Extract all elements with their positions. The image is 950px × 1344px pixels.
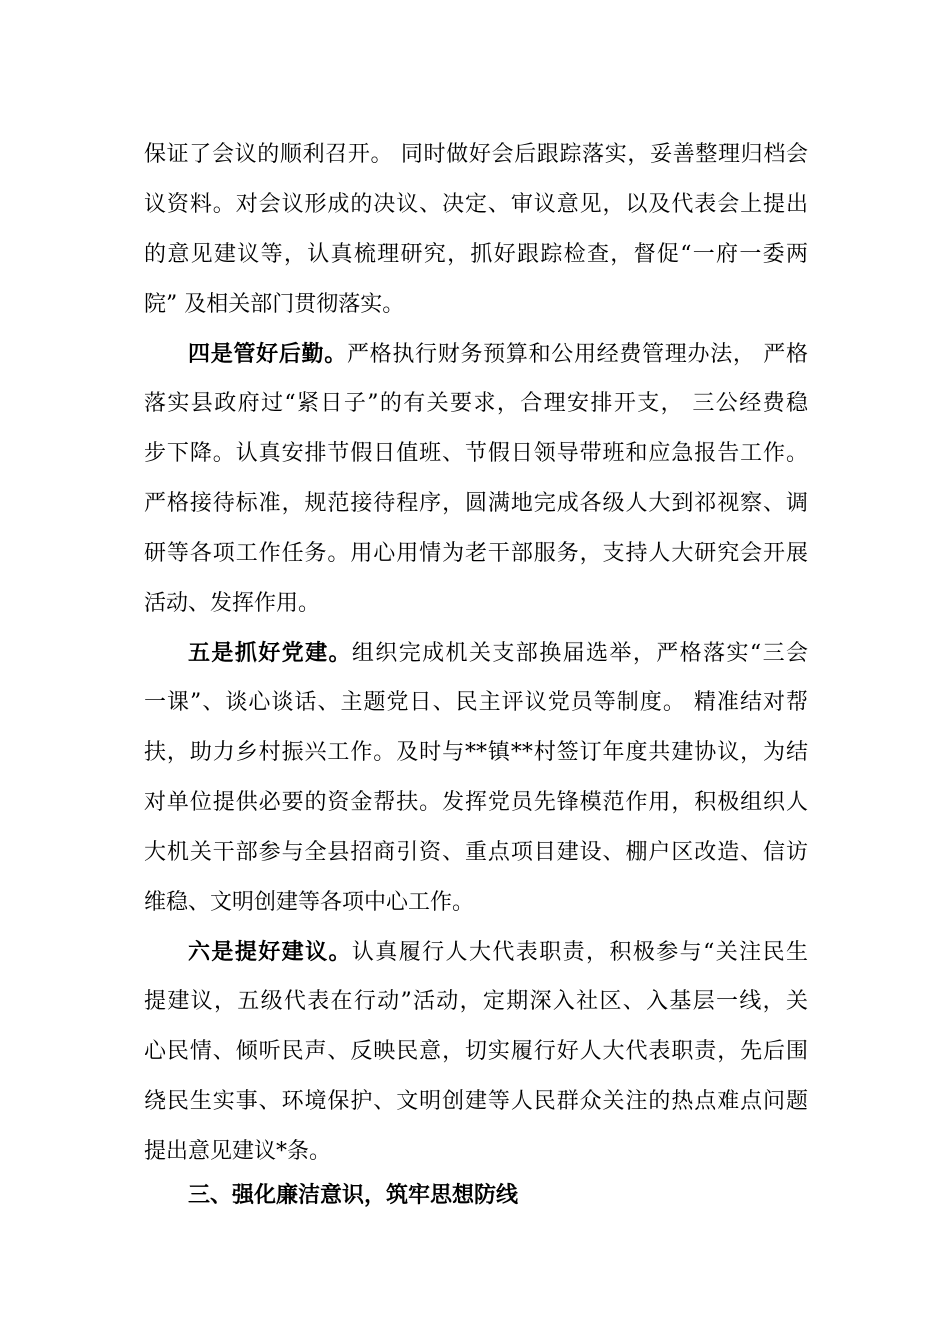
text-line: 活动、发挥作用。 bbox=[144, 591, 321, 616]
text-line: 院” 及相关部门贯彻落实。 bbox=[144, 292, 405, 317]
paragraph-first-line bbox=[188, 638, 808, 688]
paragraph-text: 严格执行财务预算和公用经费管理办法， 严格 bbox=[346, 342, 808, 367]
text-line: 绕民生实事、环境保护、文明创建等人民群众关注的热点难点问题 bbox=[144, 1089, 808, 1114]
paragraph-text: 组织完成机关支部换届选举，严格落实“三会 bbox=[351, 641, 808, 666]
text-line: 的意见建议等，认真梳理研究，抓好跟踪检查，督促“一府一委两 bbox=[144, 242, 808, 267]
paragraph-lead: 六是提好建议。 bbox=[188, 939, 352, 965]
paragraph-lead: 五是抓好党建。 bbox=[188, 640, 352, 666]
text-line: 心民情、倾听民声、反映民意，切实履行好人大代表职责，先后围 bbox=[144, 1039, 808, 1064]
paragraph-first-line bbox=[188, 339, 808, 389]
text-line: 保证了会议的顺利召开。 同时做好会后跟踪落实，妥善整理归档会 bbox=[144, 142, 808, 167]
paragraph-text: 认真履行人大代表职责，积极参与“关注民生 bbox=[351, 940, 808, 965]
text-line: 大机关干部参与全县招商引资、重点项目建设、棚户区改造、信访 bbox=[144, 840, 808, 865]
text-line: 落实县政府过“紧日子”的有关要求，合理安排开支， 三公经费稳 bbox=[144, 391, 808, 416]
text-line: 维稳、文明创建等各项中心工作。 bbox=[144, 890, 475, 915]
section-heading: 三、强化廉洁意识，筑牢思想防线 bbox=[188, 1182, 519, 1208]
text-line: 研等各项工作任务。用心用情为老干部服务，支持人大研究会开展 bbox=[144, 541, 808, 566]
text-line: 议资料。对会议形成的决议、决定、审议意见，以及代表会上提出 bbox=[144, 192, 808, 217]
paragraph-first-line bbox=[188, 937, 808, 987]
text-line: 对单位提供必要的资金帮扶。发挥党员先锋模范作用，积极组织人 bbox=[144, 790, 808, 815]
text-line: 严格接待标准，规范接待程序，圆满地完成各级人大到祁视察、调 bbox=[144, 491, 808, 516]
paragraph-lead: 四是管好后勤。 bbox=[188, 341, 347, 367]
text-line: 一课”、谈心谈话、主题党日、民主评议党员等制度。 精准结对帮 bbox=[144, 690, 808, 715]
text-line: 步下降。认真安排节假日值班、节假日领导带班和应急报告工作。 bbox=[144, 441, 808, 466]
text-line: 提建议，五级代表在行动”活动，定期深入社区、入基层一线，关 bbox=[144, 989, 808, 1014]
text-line: 扶，助力乡村振兴工作。及时与**镇**村签订年度共建协议，为结 bbox=[144, 740, 808, 765]
text-line: 提出意见建议*条。 bbox=[144, 1139, 332, 1164]
